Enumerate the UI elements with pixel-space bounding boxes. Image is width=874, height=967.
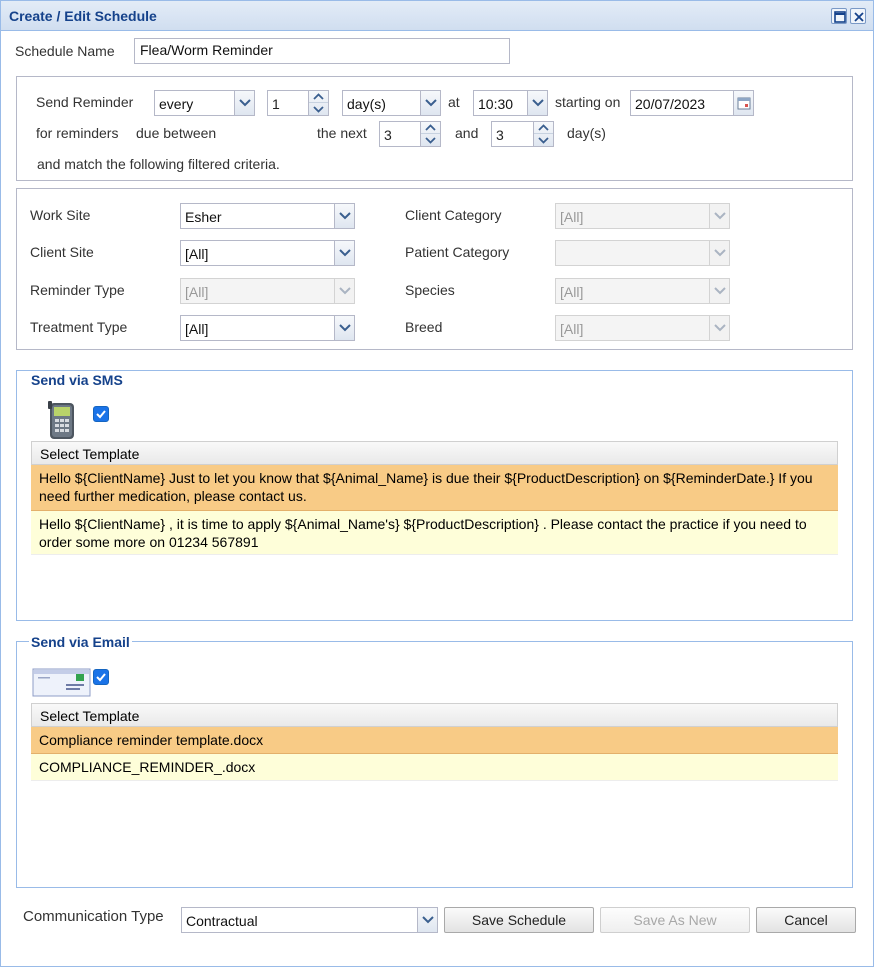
spin-up-icon[interactable]: [309, 91, 328, 103]
schedule-name-label: Schedule Name: [15, 43, 115, 59]
chevron-down-icon: [709, 316, 729, 340]
chevron-down-icon[interactable]: [334, 316, 354, 340]
email-template-row[interactable]: Compliance reminder template.docx: [31, 727, 838, 754]
sms-panel-title: Send via SMS: [31, 372, 123, 388]
to-days-value: 3: [496, 127, 504, 143]
spin-up-icon[interactable]: [534, 122, 553, 134]
chevron-down-icon: [709, 279, 729, 303]
reminder-type-value: [All]: [185, 284, 209, 300]
sms-enabled-checkbox[interactable]: [93, 406, 109, 422]
client-site-label: Client Site: [30, 244, 94, 260]
spin-up-icon[interactable]: [421, 122, 440, 134]
chevron-down-icon: [709, 241, 729, 265]
spinner-buttons: [533, 122, 553, 146]
cancel-button[interactable]: Cancel: [756, 907, 856, 933]
schedule-name-input[interactable]: Flea/Worm Reminder: [134, 38, 510, 64]
work-site-value: Esher: [185, 209, 222, 225]
start-date-value: 20/07/2023: [635, 96, 706, 112]
chevron-down-icon: [709, 204, 729, 228]
envelope-icon: [32, 667, 92, 698]
email-enabled-checkbox[interactable]: [93, 669, 109, 685]
treatment-type-value: [All]: [185, 321, 209, 337]
time-value: 10:30: [478, 96, 514, 112]
reminder-type-label: Reminder Type: [30, 282, 125, 298]
client-category-label: Client Category: [405, 207, 502, 223]
species-label: Species: [405, 282, 455, 298]
frequency-value: every: [159, 96, 194, 112]
calendar-icon[interactable]: [733, 91, 753, 115]
from-days-spinner[interactable]: [379, 121, 441, 147]
days-label: day(s): [567, 125, 606, 141]
email-grid-header: Select Template: [31, 703, 838, 727]
save-schedule-button[interactable]: Save Schedule: [444, 907, 594, 933]
start-date-field[interactable]: [630, 90, 754, 116]
client-category-select: [555, 203, 730, 229]
from-days-value: 3: [384, 127, 392, 143]
for-reminders-label: for reminders: [36, 125, 119, 141]
frequency-select[interactable]: [154, 90, 255, 116]
breed-select: [555, 315, 730, 341]
communication-type-label: Communication Type: [23, 908, 164, 925]
time-select[interactable]: [473, 90, 548, 116]
patient-category-label: Patient Category: [405, 244, 510, 260]
breed-label: Breed: [405, 319, 443, 335]
chevron-down-icon[interactable]: [234, 91, 254, 115]
breed-value: [All]: [560, 321, 584, 337]
match-criteria-label: and match the following filtered criteria.: [37, 156, 280, 172]
work-site-select[interactable]: [180, 203, 355, 229]
email-template-row[interactable]: COMPLIANCE_REMINDER_.docx: [31, 754, 838, 781]
chevron-down-icon[interactable]: [334, 204, 354, 228]
interval-value: 1: [272, 96, 280, 112]
client-category-value: [All]: [560, 209, 584, 225]
chevron-down-icon[interactable]: [334, 241, 354, 265]
close-icon[interactable]: [850, 8, 866, 24]
client-site-select[interactable]: [180, 240, 355, 266]
the-next-label: the next: [317, 125, 367, 141]
chevron-down-icon[interactable]: [417, 908, 437, 932]
sms-template-row[interactable]: Hello ${ClientName} , it is time to apply ${Animal_Name's} ${ProductDescription} . Please contact the practice if you need to order some more on 01234 567891: [31, 511, 838, 555]
maximize-icon[interactable]: [831, 8, 847, 24]
spin-down-icon[interactable]: [309, 103, 328, 115]
treatment-type-label: Treatment Type: [30, 319, 128, 335]
spinner-buttons: [308, 91, 328, 115]
species-value: [All]: [560, 284, 584, 300]
patient-category-select: [555, 240, 730, 266]
work-site-label: Work Site: [30, 207, 91, 223]
client-site-value: [All]: [185, 246, 209, 262]
sms-template-row[interactable]: Hello ${ClientName} Just to let you know that ${Animal_Name} is due their ${ProductDescription} on ${ReminderDate.} If you need further medication, please contact us.: [31, 465, 838, 511]
starting-on-label: starting on: [555, 94, 621, 110]
to-days-spinner[interactable]: [491, 121, 554, 147]
email-panel-title: Send via Email: [31, 634, 130, 650]
chevron-down-icon: [334, 279, 354, 303]
reminder-type-select: [180, 278, 355, 304]
communication-type-value: Contractual: [186, 913, 258, 929]
spin-down-icon[interactable]: [534, 134, 553, 146]
species-select: [555, 278, 730, 304]
treatment-type-select[interactable]: [180, 315, 355, 341]
sms-grid-header: Select Template: [31, 441, 838, 465]
chevron-down-icon[interactable]: [527, 91, 547, 115]
phone-icon: [45, 401, 79, 441]
chevron-down-icon[interactable]: [420, 91, 440, 115]
communication-type-select[interactable]: [181, 907, 438, 933]
unit-select[interactable]: [342, 90, 441, 116]
title-bar: [1, 1, 873, 31]
save-as-new-button: Save As New: [600, 907, 750, 933]
spinner-buttons: [420, 122, 440, 146]
at-label: at: [448, 94, 460, 110]
send-reminder-label: Send Reminder: [36, 94, 134, 110]
interval-spinner[interactable]: [267, 90, 329, 116]
unit-value: day(s): [347, 96, 386, 112]
due-between-label: due between: [136, 125, 217, 141]
and-label: and: [455, 125, 479, 141]
spin-down-icon[interactable]: [421, 134, 440, 146]
window-title: Create / Edit Schedule: [9, 8, 157, 24]
